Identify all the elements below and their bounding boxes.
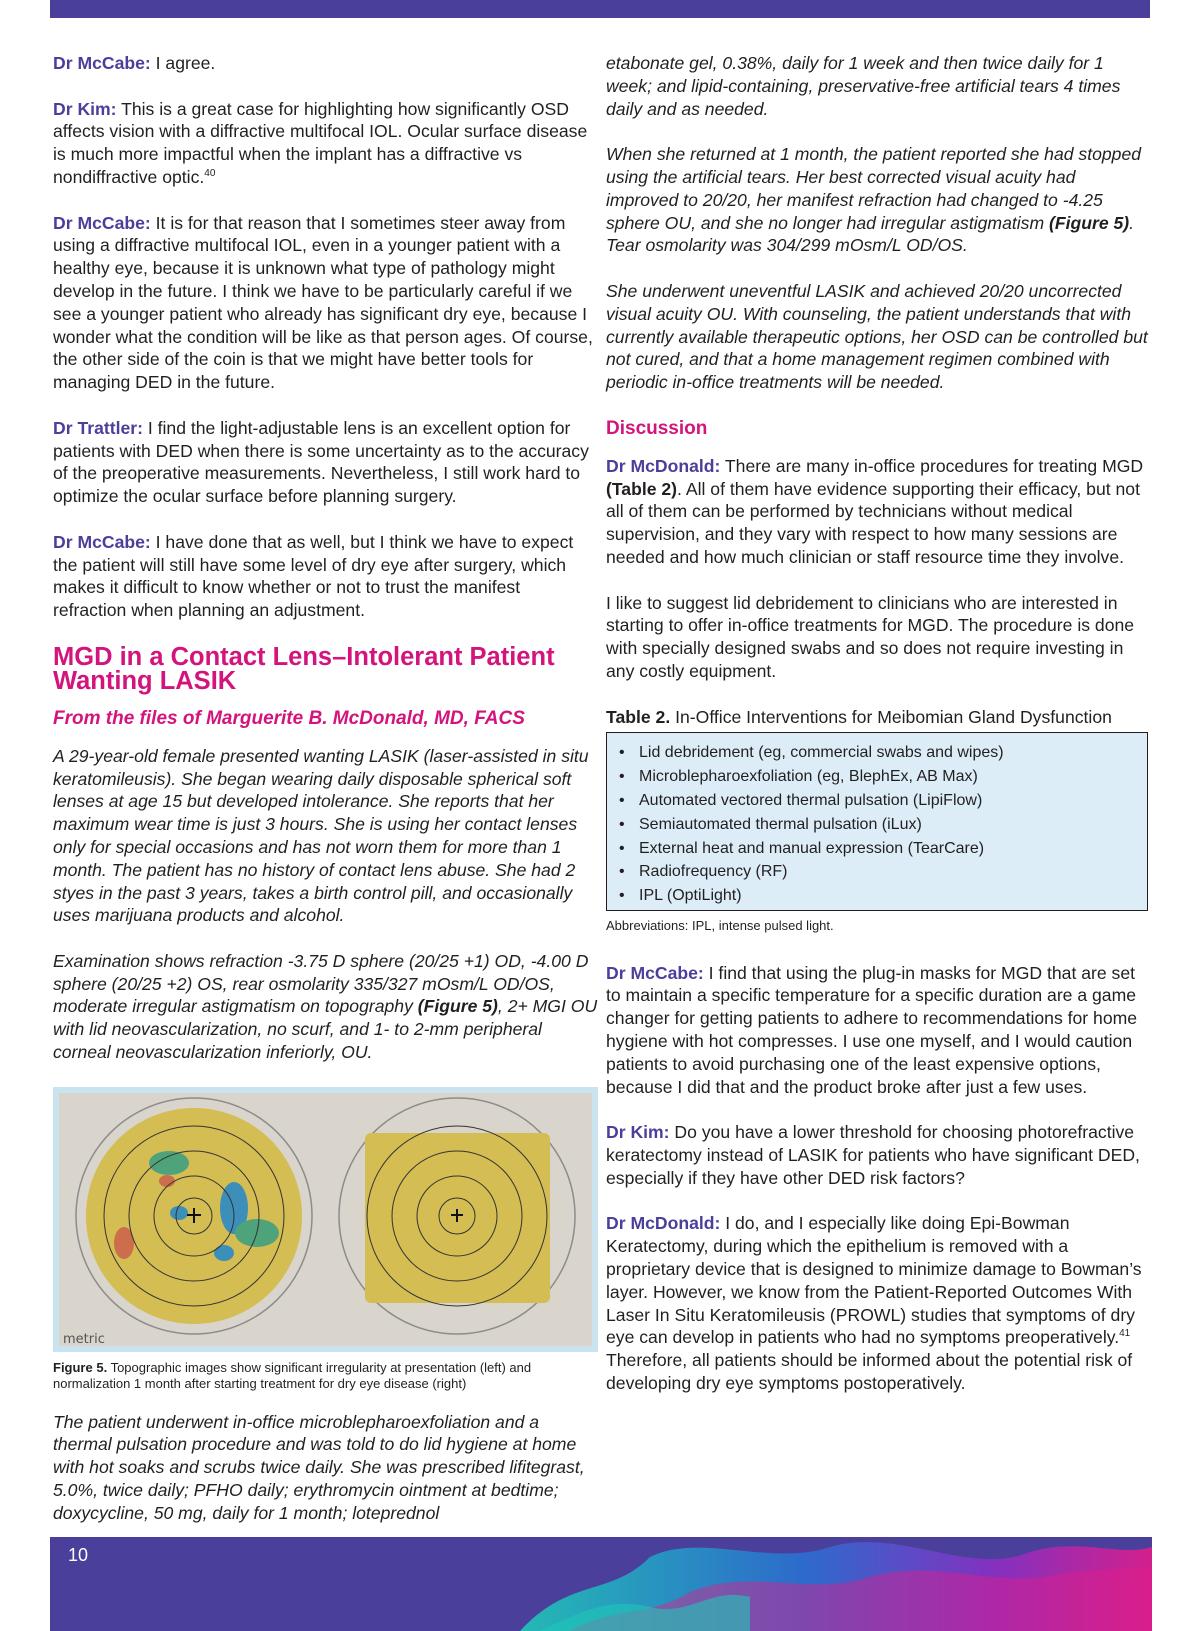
left-column [53, 52, 598, 1547]
paragraph-mccabe-diffractive: Dr McCabe: It is for that reason that I sometimes steer away from using a diffractive multifocal IOL, even in a younger patient with a healthy eye, because it is unknown what type of pathology might develop in the future. I think we have to be particularly careful if we see a younger patient who already has significant dry eye, because I wonder what the condition will be like as that person ages. Of course, the other side of the coin is that we might have better tools for managing DED in the future. [53, 212, 593, 393]
bullet-icon: • [619, 815, 625, 833]
bullet-icon: • [619, 863, 625, 881]
case-examination: Examination shows refraction -3.75 D sphere (20/25 +1) OD, -4.00 D sphere (20/25 +2) OS, rear osmolarity 335/327 mOsm/L OD/OS, moderate irregular astigmatism on topography (Figure 5), 2+ MGI OU with lid neovascularization, no scurf, and 1- to 2-mm peripheral corneal neovascularization inferiorly, OU. [53, 950, 598, 1063]
speaker-label: Dr McCabe: [53, 531, 151, 552]
reference-40: 40 [204, 168, 216, 180]
speaker-label: Dr Kim: [606, 1122, 670, 1143]
speaker-label: Dr Kim: [53, 98, 117, 119]
case-treatment: The patient underwent in-office microblepharoexfoliation and a thermal pulsation procedure and was told to do lid hygiene at home with hot soaks and scrubs twice daily. She was prescribed lifitegrast, 5.0%, twice daily; PFHO daily; erythromycin ointment at bedtime; doxycycline, 50 mg, daily for 1 month; loteprednol [53, 1411, 585, 1523]
paragraph-mccabe-agree: Dr McCabe: I agree. [53, 53, 216, 73]
list-item: • External heat and manual expression (TearCare) [619, 837, 1147, 861]
speaker-label: Dr McDonald: [606, 1213, 721, 1234]
speaker-label: Dr McCabe: [606, 962, 704, 983]
case-outcome: She underwent uneventful LASIK and achieved 20/20 uncorrected visual acuity OU. With counseling, the patient understands that with currently available therapeutic options, her OSD can be controlled but not cured, and that a home management regimen combined with periodic in-office treatments will be needed. [606, 280, 1148, 393]
case-followup: When she returned at 1 month, the patient reported she had stopped using the artificial tears. Her best corrected visual acuity had improved to 20/20, her manifest refraction had changed to -4.25 sphere OU, and she no longer had irregular astigmatism (Figure 5). Tear osmolarity was 304/299 mOsm/L OD/OS. [606, 144, 1142, 256]
discussion-heading: Discussion [606, 417, 708, 439]
topography-map-right [339, 1098, 575, 1334]
case-title: MGD in a Contact Lens–Intolerant Patient Wanting LASIK [53, 642, 555, 695]
list-item: • IPL (OptiLight) [619, 884, 1147, 908]
bullet-icon: • [619, 887, 625, 905]
paragraph-mcdonald-procedures: Dr McDonald: There are many in-office procedures for treating MGD (Table 2). All of them have evidence supporting their efficacy, but not all of them can be performed by technicians without medical supervision, and they vary with respect to how many sessions are needed and how much clinician or staff resource time they involve. [606, 455, 1144, 567]
table-abbreviations: Abbreviations: IPL, intense pulsed light. [606, 917, 834, 933]
list-item: • Semiautomated thermal pulsation (iLux) [619, 813, 1147, 837]
paragraph-kim-prk: Dr Kim: Do you have a lower threshold for choosing photorefractive keratectomy instead of LASIK for patients who have significant DED, especially if they have other DED risk factors? [606, 1122, 1140, 1188]
paragraph-mcdonald-epi-bowman: Dr McDonald: I do, and I especially like doing Epi-Bowman Keratectomy, during which the epithelium is removed with a proprietary device that is designed to minimize damage to Bowman’s layer. However, we know from the Patient-Reported Outcomes With Laser In Situ Keratomileusis (PROWL) studies that symptoms of dry eye can develop in patients who had no symptoms preoperatively.$^{41}$ Therefore, all patients should be informed about the potential risk of developing dry eye symptoms postoperatively. [606, 1213, 1142, 1394]
list-item: • Radiofrequency (RF) [619, 860, 1147, 884]
top-banner [50, 0, 1150, 18]
figure-reference: (Figure 5) [1049, 212, 1130, 233]
paragraph-mccabe-masks: Dr McCabe: I find that using the plug-in masks for MGD that are set to maintain a specific temperature for a specific duration are a game changer for getting patients to adhere to recommendations for home hygiene with hot compresses. I use one myself, and I would caution patients to avoid purchasing one of the least expensive options, because I did that and the product broke after just a few uses. [606, 962, 1138, 1097]
figure-5-topography [53, 1087, 598, 1352]
list-item: • Automated vectored thermal pulsation (LipiFlow) [619, 789, 1147, 813]
topography-image [59, 1093, 592, 1346]
case-history: A 29-year-old female presented wanting LASIK (laser-assisted in situ keratomileusis). She began wearing daily disposable spherical soft lenses at age 15 but developed intolerance. She reports that her maximum wear time is just 3 hours. She is using her contact lenses only for special occasions and has not worn them for more than 1 month. The patient has no history of contact lens abuse. She had 2 styes in the past 3 years, takes a birth control pill, and occasionally uses marijuana products and alcohol. [53, 745, 589, 926]
table-reference: (Table 2) [606, 478, 678, 499]
right-column [606, 52, 1151, 1418]
paragraph-kim-osd: Dr Kim: This is a great case for highlighting how significantly OSD affects vision with a diffractive multifocal IOL. Ocular surface disease is much more impactful when the implant has a diffractive vs nondiffractive optic.$^{40}$ [53, 98, 588, 187]
page-number: 10 [68, 1545, 89, 1565]
bullet-icon: • [619, 744, 625, 762]
paragraph-trattler: Dr Trattler: I find the light-adjustable lens is an excellent option for patients with DED when there is some uncertainty as to the accuracy of the preoperative measurements. Nevertheless, I still work hard to optimize the ocular surface before planning surgery. [53, 417, 589, 507]
speaker-label: Dr Trattler: [53, 417, 143, 438]
table-2-interventions [606, 732, 1148, 911]
case-subtitle: From the files of Marguerite B. McDonald, MD, FACS [53, 707, 525, 729]
intervention-list [607, 741, 1147, 908]
footer-graphic [50, 1537, 1152, 1631]
bullet-icon: • [619, 768, 625, 786]
speaker-label: Dr McDonald: [606, 455, 721, 476]
bullet-icon: • [619, 791, 625, 809]
figure-reference: (Figure 5) [417, 996, 498, 1017]
table-title: Table 2. In-Office Interventions for Meibomian Gland Dysfunction [606, 706, 1112, 727]
paragraph-lid-debridement: I like to suggest lid debridement to clinicians who are interested in starting to offer in-office treatments for MGD. The procedure is done with specially designed swabs and so does not require investing in any costly equipment. [606, 592, 1135, 681]
figure-watermark: metric [63, 1331, 105, 1346]
speaker-label: Dr McCabe: [53, 53, 151, 73]
list-item: • Microblepharoexfoliation (eg, BlephEx, AB Max) [619, 765, 1147, 789]
paragraph-mccabe-expect: Dr McCabe: I have done that as well, but I think we have to expect the patient will still have some level of dry eye after surgery, which makes it difficult to know whether or not to trust the manifest refraction when planning an adjustment. [53, 531, 574, 621]
bullet-icon: • [619, 839, 625, 857]
speaker-label: Dr McCabe: [53, 212, 151, 233]
list-item: • Lid debridement (eg, commercial swabs and wipes) [619, 741, 1147, 765]
footer-banner [50, 1537, 1152, 1631]
reference-41: 41 [1119, 1328, 1131, 1340]
figure-caption: Figure 5. Topographic images show significant irregularity at presentation (left) and normalization 1 month after starting treatment for dry eye disease (right) [53, 1359, 532, 1392]
case-treatment-continued: etabonate gel, 0.38%, daily for 1 week and then twice daily for 1 week; and lipid-containing, preservative-free artificial tears 4 times daily and as needed. [606, 53, 1121, 119]
